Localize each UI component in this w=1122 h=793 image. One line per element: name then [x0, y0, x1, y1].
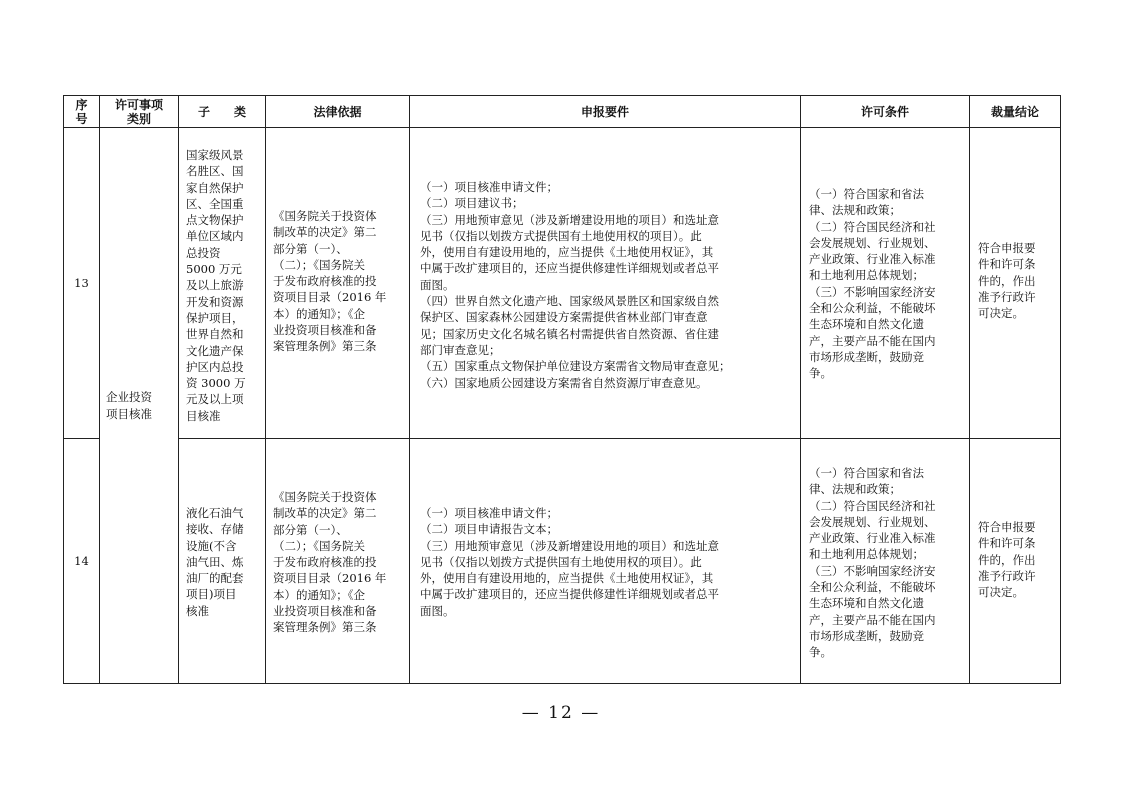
conclusion-cell: 符合申报要 件和许可条 件的，作出 准予行政许 可决定。: [970, 439, 1061, 684]
permit-table: [63, 95, 1061, 684]
header-law: 法律依据: [266, 96, 410, 128]
page-number: — 12 —: [521, 703, 601, 723]
conditions-cell: （一）符合国家和省法 律、法规和政策； （二）符合国民经济和社 会发展规划、行业规划、 产业政策、行业准入标准 和土地利用总体规划； （三）不影响国家经济安 全和公众利益，不能破坏 生态环境和自然文化遗 产，主要产品不能在国内 市场形成垄断，鼓励竞 争。: [801, 439, 970, 684]
conditions-cell: （一）符合国家和省法 律、法规和政策； （二）符合国民经济和社 会发展规划、行业规划、 产业政策、行业准入标准 和土地利用总体规划； （三）不影响国家经济安 全和公众利益，不能破坏 生态环境和自然文化遗 产，主要产品不能在国内 市场形成垄断，鼓励竞 争。: [801, 128, 970, 439]
header-conclusion: 裁量结论: [970, 96, 1061, 128]
header-seq: 序 号: [64, 96, 100, 128]
law-cell: 《国务院关于投资体 制改革的决定》第二 部分第（一）、 （二）；《国务院关 于发布政府核准的投 资项目目录（2016 年 本）的通知》；《企 业投资项目核准和备 案管理条例》第三条: [266, 128, 410, 439]
category-cell: 企业投资 项目核准: [100, 128, 179, 684]
table-row: [64, 128, 1061, 439]
requirements-cell: （一）项目核准申请文件； （二）项目建议书； （三）用地预审意见（涉及新增建设用地的项目）和选址意 见书（仅指以划拨方式提供国有土地使用权的项目）。此 外，使用自有建设用地的，应当提供《土地使用权证》，其 中属于改扩建项目的，还应当提供修建性详细规划或者总平 面图。 （四）世界自然文化遗产地、国家级风景胜区和国家级自然 保护区、国家森林公园建设方案需提供省林业部门审查意 见；国家历史文化名城名镇名村需提供省自然资源、省住建 部门审查意见； （五）国家重点文物保护单位建设方案需省文物局审查意见； （六）国家地质公园建设方案需省自然资源厅审查意见。: [410, 128, 801, 439]
header-requirements: 申报要件: [410, 96, 801, 128]
row-seq-cell: 13: [64, 128, 100, 439]
subtype-cell: 液化石油气 接收、存储 设施(不含 油气田、炼 油厂的配套 项目)项目 核准: [179, 439, 266, 684]
table-row: [64, 439, 1061, 684]
table-header-row: [64, 96, 1061, 128]
subtype-cell: 国家级风景 名胜区、国 家自然保护 区、全国重 点文物保护 单位区域内 总投资 5000 万元 及以上旅游 开发和资源 保护项目， 世界自然和 文化遗产保 护区内总投 资 3000 万 元及以上项 目核准: [179, 128, 266, 439]
law-cell: 《国务院关于投资体 制改革的决定》第二 部分第（一）、 （二）；《国务院关 于发布政府核准的投 资项目目录（2016 年 本）的通知》；《企 业投资项目核准和备 案管理条例》第三条: [266, 439, 410, 684]
requirements-cell: （一）项目核准申请文件； （二）项目申请报告文本； （三）用地预审意见（涉及新增建设用地的项目）和选址意 见书（仅指以划拨方式提供国有土地使用权的项目）。此 外，使用自有建设用地的，应当提供《土地使用权证》，其 中属于改扩建项目的，还应当提供修建性详细规划或者总平 面图。: [410, 439, 801, 684]
row-seq-cell: 14: [64, 439, 100, 684]
conclusion-cell: 符合申报要 件和许可条 件的，作出 准予行政许 可决定。: [970, 128, 1061, 439]
header-conditions: 许可条件: [801, 96, 970, 128]
header-subtype: 子 类: [179, 96, 266, 128]
header-category: 许可事项 类别: [100, 96, 179, 128]
